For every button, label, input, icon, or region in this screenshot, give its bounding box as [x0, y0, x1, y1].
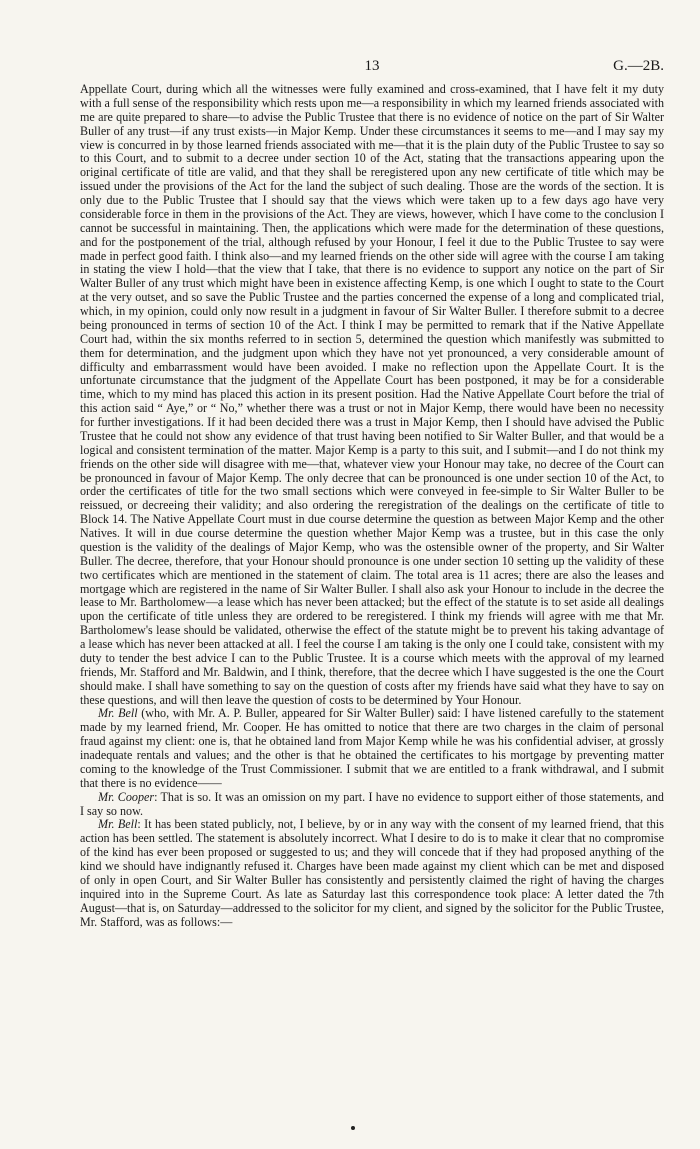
paragraph — [80, 791, 664, 819]
speaker-name: Mr. Cooper — [98, 789, 155, 804]
ink-dot — [351, 1126, 355, 1130]
page-number: 13 — [364, 58, 380, 74]
paragraph-text: : That is so. It was an omission on my part. I have no evidence to support either of those statements, and I say so now. — [80, 789, 664, 818]
speaker-name: Mr. Bell — [98, 706, 138, 721]
document-reference: G.—2B. — [613, 58, 664, 74]
paragraph — [80, 818, 664, 929]
paragraph — [80, 707, 664, 790]
speaker-name: Mr. Bell — [98, 817, 138, 832]
paragraph — [80, 83, 664, 707]
page-body — [80, 83, 664, 929]
paragraph-text: Appellate Court, during which all the witnesses were fully examined and cross-examined, that I have felt it my duty with a full sense of the responsibility which rests upon me—a responsibility in which my learned friends associated with me are quite prepared to share—to advise the Public Trustee that there is no evidence of notice on the part of Sir Walter Buller of any trust—if any trust exists—in Major Kemp. Under these circumstances it seems to me—and I may say my view is concurred in by those learned friends associated with me—that it is the plain duty of the Public Trustee to say so to this Court, and to submit to a decree under section 10 of the Act, stating that the transactions appearing upon the original certificate of title are valid, and that they shall be reregistered upon any new certificate of title which may be issued under the provisions of the Act for the land the subject of such dealing. Those are the words of the section. It is only due to the Public Trustee that I should say that the views which were taken up to a few days ago have very considerable force in them in the provisions of the Act. They are views, however, which I have come to the conclusion I cannot be successful in maintaining. Then, the applications which were made for the determination of these questions, and for the postponement of the trial, although refused by your Honour, I feel it due to the Public Trustee to say were made in perfect good faith. I think also—and my learned friends on the other side will agree with the course I am taking in stating the view I hold—that the view that I take, that there is no evidence to support any notice on the part of Sir Walter Buller of any trust which might have been in existence affecting Kemp, is one which I ought to state to the Court at the very outset, and so save the Public Trustee and the parties concerned the expense of a long and complicated trial, which, in my opinion, could only now result in a judgment in favour of Sir Walter Buller. I therefore submit to a decree being pronounced in terms of section 10 of the Act. I think I may be permitted to remark that if the Native Appellate Court had, within the six months referred to in section 5, determined the question which manifestly was submitted to them for determination, and the judgment upon which they have not yet pronounced, a very considerable amount of difficulty and embarrassment would have been avoided. I make no reflection upon the Appellate Court. It is the unfortunate circumstance that the judgment of the Appellate Court has been postponed, it may be for a considerable time, which to my mind has placed this action in its present position. Had the Native Appellate Court before the trial of this action said “ Aye,” or “ No,” whether there was a trust or not in Major Kemp, there would have been no necessity for further investigations. If it had been decided there was a trust in Major Kemp, then I should have advised the Public Trustee that he could not show any evidence of that trust having been notified to Sir Walter Buller, and that would be a logical and consistent termination of the matter. Major Kemp is a party to this suit, and I submit—and I do not think my friends on the other side will disagree with me—that, whatever view your Honour may take, no decree of the Court can be pronounced in favour of Major Kemp. The only decree that can be pronounced is one under section 10 of the Act, to order the certificates of title for the two small sections which were conveyed in fee-simple to Sir Walter Buller to be reissued, or decreeing their validity; and also ordering the reregistration of the dealings on the certificate of title to Block 14. The Native Appellate Court must in due course determine the question as between Major Kemp and the other Natives. It will in due course determine the question whether Major Kemp was a trustee, but in this case the only question is the validity of the dealings of Major Kemp, who was the ostensible owner of the property, and Sir Walter Buller. The decree, therefore, that your Honour should pronounce is one under section 10 setting up the validity of these two certificates which are mentioned in the statement of claim. The total area is 11 acres; there are also the leases and mortgage which are registered in the name of Sir Walter Buller. I shall also ask your Honour to include in the decree the lease to Mr. Bartholomew—a lease which has never been attacked; but the effect of the statute is to set aside all dealings upon the certificate of title unless they are ordered to be reregistered. I think my friends will agree with me that Mr. Bartholomew's lease should be validated, otherwise the effect of the statute might be to prevent his taking advantage of a lease which has never been attacked at all. I feel the course I am taking is the only one I could take, consistent with my duty to tender the best advice I can to the Public Trustee. It is a course which meets with the approval of my learned friends, Mr. Stafford and Mr. Baldwin, and I think, therefore, that the decree which I have suggested is the one the Court should make. I shall have something to say on the question of costs after my friends have said what they have to say on these questions, and will then leave the question of costs to be determined by Your Honour. — [80, 82, 664, 707]
paragraph-text: : It has been stated publicly, not, I believe, by or in any way with the consent of my learned friend, that this action has been settled. The statement is absolutely incorrect. What I desire to do is to make it clear that no compromise of the kind has ever been proposed or suggested to us; and they will concede that if they had proposed anything of the kind we should have indignantly refused it. Charges have been made against my client which can be met and disposed of only in open Court, and Sir Walter Buller has consistently and persistently claimed the right of having the charges inquired into in the Supreme Court. As late as Saturday last this correspondence took place: A letter dated the 7th August—that is, on Saturday—addressed to the solicitor for my client, and signed by the solicitor for the Public Trustee, Mr. Stafford, was as follows:— — [80, 817, 665, 929]
paragraph-text: (who, with Mr. A. P. Buller, appeared for Sir Walter Buller) said: I have listened carefully to the statement made by my learned friend, Mr. Cooper. He has omitted to notice that there are two charges in the claim of personal fraud against my client: one is, that he obtained land from Major Kemp while he was his confidential adviser, at grossly inadequate rentals and values; and the other is that he obtained the certificates to his mortgage by preventing matter coming to the knowledge of the Trust Commissioner. I submit that we are entitled to a frank withdrawal, and I submit that there is no evidence—— — [80, 706, 664, 790]
page-header — [80, 58, 664, 78]
